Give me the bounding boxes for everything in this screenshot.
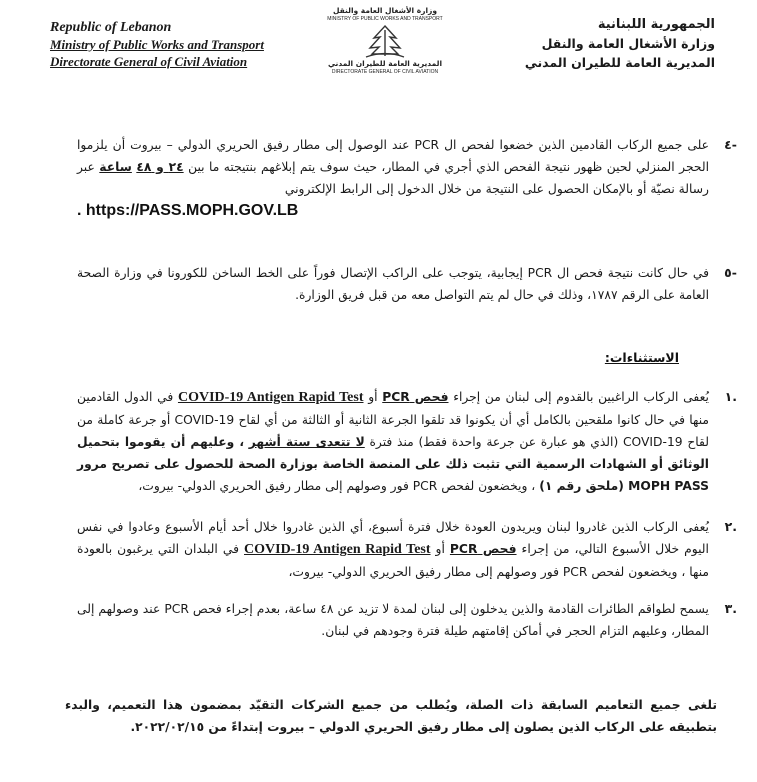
item-4-line3: عبر رسالة نصيّة أو بالإمكان الحصول على النتيجة من خلال الدخول إلى الرابط الإلكتروني — [77, 160, 709, 196]
exception-2-antigen: COVID-19 Antigen Rapid Test — [244, 542, 431, 557]
letterhead-country-en: Republic of Lebanon — [50, 20, 172, 35]
exception-1-tail: ، ويخضعون لفحص PCR فور وصولهم إلى مطار رفيق الحريري الدولي- بيروت، — [138, 479, 536, 493]
item-4-line2: يلزموا الحجر المنزلي لحين ظهور نتيجة الفحص الذي أجري في المطار، حيث سوف يتم إبلاغهم بنتيجته ما بين — [77, 138, 709, 174]
exception-1-or: أو — [368, 390, 378, 404]
cedar-emblem-icon — [362, 24, 408, 58]
emblem-ministry-ar: وزارة الأشغال العامة والنقل — [332, 6, 438, 15]
exception-3 — [77, 598, 737, 642]
paragraph-item-4 — [77, 134, 737, 200]
exception-1-six-months: لا تتعدى ستة أشهر — [248, 435, 365, 449]
exception-2-intro: يُعفى الركاب الذين غادروا لبنان ويريدون العودة خلال فترة أسبوع، أي الذين غادروا خلال أحد أيام الأسبوع وعادوا في نفس اليوم خلال الأسبوع التالي، من إجراء — [77, 520, 709, 556]
exception-2-pcr: فحص PCR — [449, 542, 517, 556]
exception-1-pcr: فحص PCR — [382, 390, 449, 404]
item-4-number: ٤- — [724, 137, 737, 152]
exception-1-body: في الدول القادمين منها في حال كانوا ملقحين بالكامل أي أن يكونوا قد تلقوا الجرعة الثانية أو الثالثة من أي لقاح COVID-19 أو جرعة كاملة من لقاح COVID-19 (الذي هو عبارة عن جرعة واحدة فقط) منذ فترة — [77, 390, 709, 449]
exception-2-tail: في البلدان التي يرغبون بالعودة منها ، ويخضعون لفحص PCR فور وصولهم إلى مطار رفيق الحريري الدولي- بيروت، — [77, 542, 709, 579]
paragraph-item-5 — [77, 262, 737, 306]
moph-pass-link[interactable]: https://PASS.MOPH.GOV.LB . — [77, 202, 299, 219]
item-5-text: في حال كانت نتيجة فحص ال PCR إيجابية، يتوجب على الراكب الإتصال فوراً على الخط الساخن للكورونا في وزارة الصحة العامة على الرقم ١٧٨٧، وذلك في حال لم يتم التواصل معه من قبل فريق الوزارة. — [77, 266, 709, 302]
exception-3-text: يسمح لطواقم الطائرات القادمة والذين يدخلون إلى لبنان لمدة لا تزيد عن ٤٨ ساعة، بعدم إجراء فحص PCR عند وصولهم إلى المطار، وعليهم التزام الحجر في أماكن إقامتهم طيلة فترة وجودهم في لبنان. — [77, 602, 709, 638]
exceptions-heading: الاستثناءات: — [604, 350, 679, 365]
closing-paragraph: تلغى جميع التعاميم السابقة ذات الصلة، ويُطلب من جميع الشركات التقيّد بمضمون هذا التعميم، والبدء بتطبيقه على الركاب الذين يصلون إلى مطار رفيق الحريري الدولي – بيروت إبتداءً من ٢٠٢٢/٠٢/١٥. — [65, 698, 717, 734]
item-4-line1: على جميع الركاب القادمين الذين خضعوا لفحص ال PCR عند الوصول إلى مطار رفيق الحريري الدولي – بيروت أن — [112, 138, 709, 152]
emblem-ministry-en: MINISTRY OF PUBLIC WORKS AND TRANSPORT — [327, 16, 443, 22]
exception-1-antigen: COVID-19 Antigen Rapid Test — [177, 390, 364, 405]
item-5-number: ٥- — [724, 265, 737, 280]
letterhead-english — [50, 19, 290, 70]
exception-2-or: أو — [435, 542, 445, 556]
exception-2-number: ٢. — [724, 519, 737, 534]
letterhead-directorate-en: Directorate General of Civil Aviation — [50, 54, 248, 69]
item-4-hours-range: ٢٤ و ٤٨ — [136, 160, 184, 174]
item-4-hours-word: ساعة — [99, 160, 132, 174]
exception-1-number: ١. — [724, 389, 737, 404]
exception-1-intro: يُعفى الركاب الراغبين بالقدوم إلى لبنان من إجراء — [453, 390, 709, 404]
letterhead-ministry-en: Ministry of Public Works and Transport — [50, 37, 264, 52]
letterhead-ministry-ar: وزارة الأشغال العامة والنقل — [541, 36, 715, 51]
exception-1-upload: ، وعليهم أن يقوموا بتحميل الوثائق أو الشهادات الرسمية التي تثبت ذلك على المنصة الخاصة بوزارة الصحة للحصول على تصريح مرور MOPH PASS (ملحق رقم ١) — [77, 435, 709, 493]
letterhead-emblem-block — [300, 6, 470, 76]
exception-3-number: ٣. — [724, 601, 737, 616]
letterhead-directorate-ar: المديرية العامة للطيران المدني — [524, 55, 715, 70]
emblem-directorate-en: DIRECTORATE GENERAL OF CIVIL AVIATION — [331, 69, 439, 75]
letterhead-arabic — [475, 15, 715, 72]
letterhead-country-ar: الجمهورية اللبنانية — [597, 17, 715, 32]
exception-2 — [77, 516, 737, 583]
exception-1 — [77, 386, 737, 497]
emblem-directorate-ar: المديرية العامة للطيران المدني — [327, 59, 443, 68]
